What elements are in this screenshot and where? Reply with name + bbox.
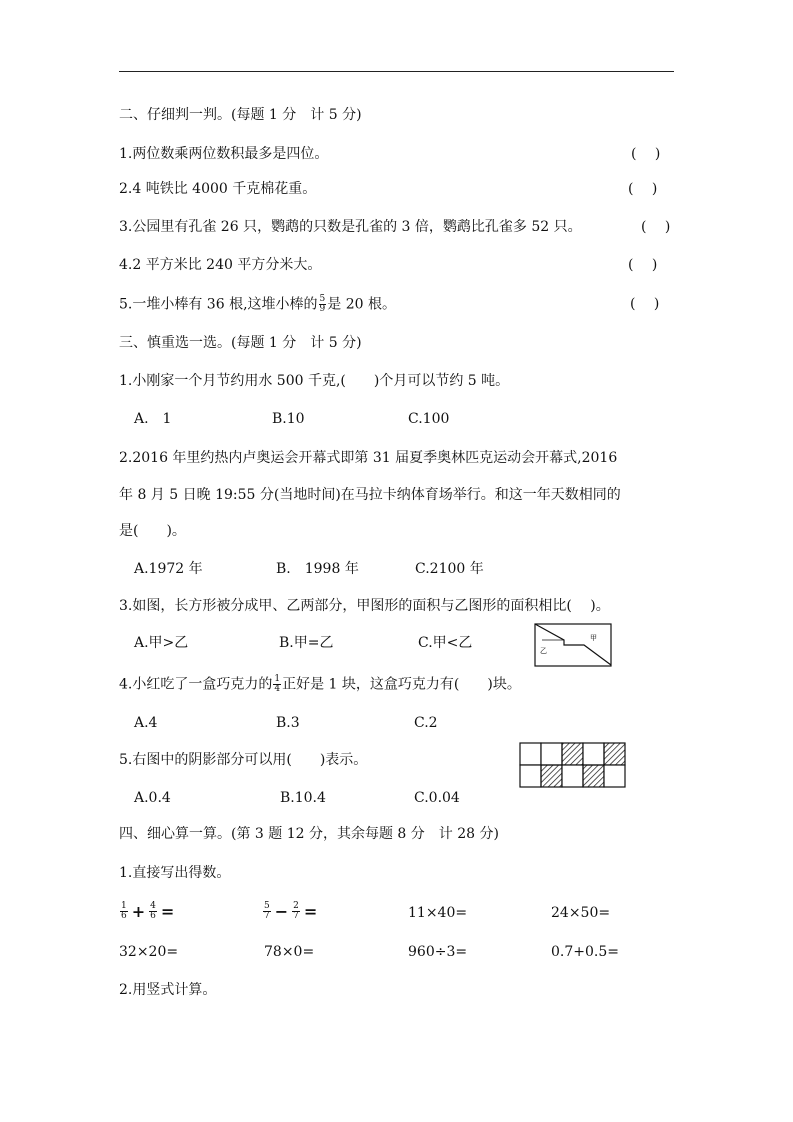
q3-option-a[interactable]: A.甲>乙 (134, 635, 189, 651)
judge-item-3: 3.公园里有孔雀 26 只，鹦鹉的只数是孔雀的 3 倍，鹦鹉比孔雀多 52 只。 (119, 219, 582, 235)
answer-paren-1[interactable]: ( ) (631, 146, 661, 162)
calc-expression: 0.7+0.5= (551, 944, 619, 960)
judge-item-4: 4.2 平方米比 240 平方分米大。 (119, 257, 322, 273)
shaded-grid-figure (519, 742, 628, 790)
choice-q3: 3.如图，长方形被分成甲、乙两部分，甲图形的面积与乙图形的面积相比( )。 (119, 598, 610, 614)
fraction-numerator: 5 (319, 294, 326, 304)
fraction-numerator: 2 (293, 901, 299, 911)
q1-option-a[interactable]: A. 1 (134, 411, 172, 427)
fraction (149, 902, 157, 921)
calc-expression: 78×0= (264, 944, 315, 960)
q2-option-a[interactable]: A.1972 年 (134, 561, 203, 577)
q4-option-c[interactable]: C.2 (414, 715, 438, 731)
fraction (273, 675, 281, 694)
q5-option-a[interactable]: A.0.4 (134, 790, 171, 806)
q2-option-b[interactable]: B. 1998 年 (276, 561, 359, 577)
choice-q2-line2: 年 8 月 5 日晚 19:55 分(当地时间)在马拉卡纳体育场举行。和这一年天数相同的 (119, 487, 621, 503)
fraction-numerator: 1 (274, 674, 281, 684)
section2-heading: 二、仔细判一判。(每题 1 分 计 5 分) (119, 107, 362, 123)
fraction-denominator: 7 (293, 911, 299, 921)
q3-option-b[interactable]: B.甲=乙 (279, 635, 334, 651)
fraction-denominator: 6 (121, 911, 127, 921)
fraction-denominator: 4 (274, 684, 281, 694)
q2-option-c[interactable]: C.2100 年 (415, 561, 484, 577)
answer-paren-4[interactable]: ( ) (628, 257, 658, 273)
choice-q2-line1: 2.2016 年里约热内卢奥运会开幕式即第 31 届夏季奥林匹克运动会开幕式,2016 (119, 450, 618, 466)
q5-option-c[interactable]: C.0.04 (414, 790, 460, 806)
section3-heading: 三、慎重选一选。(每题 1 分 计 5 分) (119, 335, 362, 351)
fraction (263, 902, 271, 921)
choice-q1: 1.小刚家一个月节约用水 500 千克,( )个月可以节约 5 吨。 (119, 373, 510, 389)
grid-cell-shaded (604, 743, 625, 765)
fraction-denominator: 9 (319, 304, 326, 314)
choice-q4-after: 正好是 1 块，这盒巧克力有( )块。 (282, 676, 521, 693)
answer-paren-5[interactable]: ( ) (630, 296, 660, 312)
split-line (535, 624, 611, 665)
calc-expression: 24×50= (551, 905, 611, 921)
region-label-yi: 乙 (540, 647, 547, 655)
operator: + (131, 901, 146, 921)
grid-cell (562, 765, 583, 787)
fraction (292, 902, 300, 921)
grid-cell (541, 743, 562, 765)
region-label-jia: 甲 (590, 634, 597, 642)
q5-option-b[interactable]: B.10.4 (280, 790, 326, 806)
judge-item-1: 1.两位数乘两位数积最多是四位。 (119, 146, 329, 162)
calc-expression: 32×20= (119, 944, 179, 960)
q1-option-b[interactable]: B.10 (272, 411, 305, 427)
q4-option-a[interactable]: A.4 (134, 715, 158, 731)
choice-q4 (119, 675, 521, 694)
grid-cell-shaded (562, 743, 583, 765)
judge-item-2: 2.4 吨铁比 4000 千克棉花重。 (119, 181, 317, 197)
fraction-numerator: 1 (121, 901, 127, 911)
fraction (319, 295, 327, 314)
header-rule (119, 71, 674, 72)
q3-option-c[interactable]: C.甲<乙 (418, 635, 473, 651)
calc-fraction-sub (262, 902, 320, 921)
rectangle-split-figure (534, 623, 612, 667)
fraction-denominator: 7 (264, 911, 270, 921)
choice-q4-before: 4.小红吃了一盒巧克力的 (119, 676, 273, 693)
section4-heading: 四、细心算一算。(第 3 题 12 分，其余每题 8 分 计 28 分) (119, 826, 499, 842)
calc-expression: 11×40= (408, 905, 468, 921)
operator: − (274, 901, 289, 921)
grid-cell (604, 765, 625, 787)
grid-cell (520, 765, 541, 787)
fraction-numerator: 5 (264, 901, 270, 911)
fraction (120, 902, 128, 921)
equals: = (160, 901, 175, 921)
judge-item-5-before: 5.一堆小棒有 36 根,这堆小棒的 (119, 296, 318, 313)
fraction-denominator: 6 (150, 911, 156, 921)
equals: = (303, 901, 318, 921)
calc-expression: 960÷3= (408, 944, 468, 960)
calc-fraction-add (119, 902, 177, 921)
grid-cell-shaded (583, 765, 604, 787)
judge-item-5-after: 是 20 根。 (327, 296, 396, 313)
grid-cell (520, 743, 541, 765)
part1-title: 1.直接写出得数。 (119, 865, 231, 881)
grid-cell-shaded (541, 765, 562, 787)
q4-option-b[interactable]: B.3 (276, 715, 300, 731)
part2-title: 2.用竖式计算。 (119, 982, 217, 998)
choice-q5: 5.右图中的阴影部分可以用( )表示。 (119, 752, 368, 768)
judge-item-5 (119, 295, 396, 314)
choice-q2-line3: 是( )。 (119, 523, 186, 539)
fraction-numerator: 4 (150, 901, 156, 911)
grid-cell (583, 743, 604, 765)
answer-paren-2[interactable]: ( ) (628, 181, 658, 197)
answer-paren-3[interactable]: ( ) (641, 219, 671, 235)
q1-option-c[interactable]: C.100 (408, 411, 450, 427)
